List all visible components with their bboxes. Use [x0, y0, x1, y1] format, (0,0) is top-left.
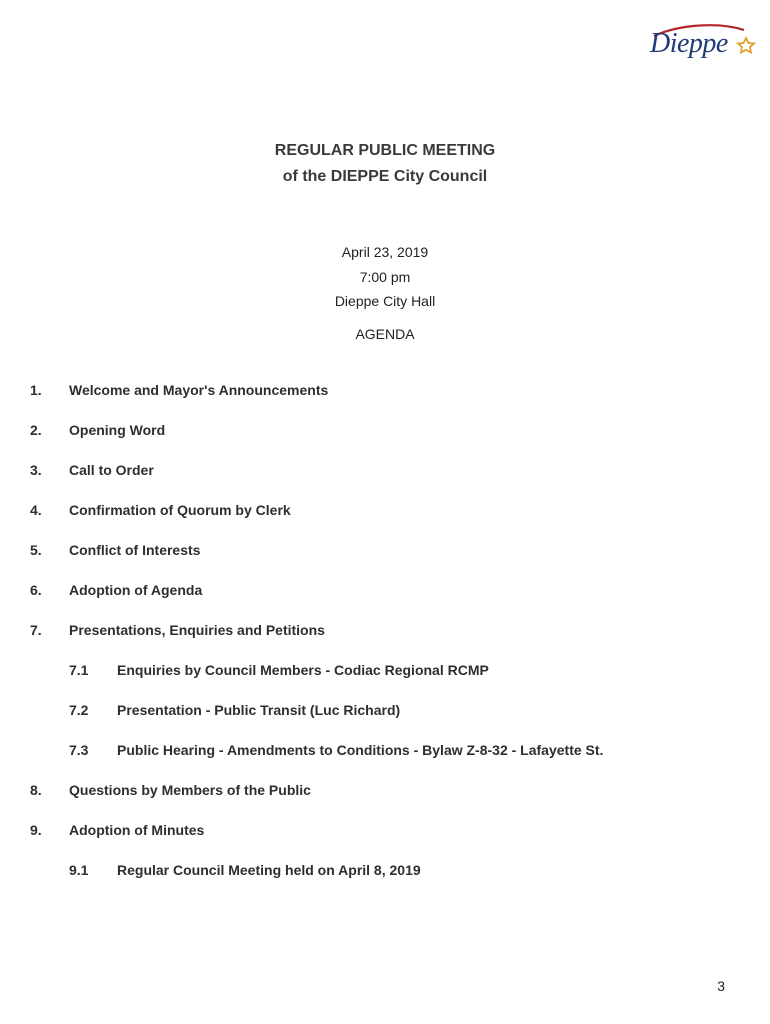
title-line-2: of the DIEPPE City Council [282, 168, 488, 185]
page-number: 3 [717, 978, 725, 994]
agenda-item-number: 5. [30, 542, 42, 558]
meeting-date: April 23, 2019 [341, 244, 429, 260]
agenda-item-number: 4. [30, 502, 42, 518]
agenda-subitem [0, 738, 770, 778]
agenda-item [0, 418, 770, 458]
agenda-item-text: Conflict of Interests [69, 542, 201, 558]
agenda-item-number: 7. [30, 622, 42, 638]
agenda-subitem [0, 658, 770, 698]
agenda-item-number: 8. [30, 782, 42, 798]
agenda-item-number: 9. [30, 822, 42, 838]
agenda-list [0, 378, 770, 898]
agenda-item-text: Presentations, Enquiries and Petitions [69, 622, 325, 638]
agenda-item [0, 378, 770, 418]
agenda-item [0, 538, 770, 578]
agenda-item [0, 818, 770, 858]
meeting-location: Dieppe City Hall [334, 293, 436, 309]
star-icon [738, 38, 754, 53]
agenda-item [0, 618, 770, 658]
agenda-item-text: Presentation - Public Transit (Luc Richard) [117, 702, 401, 718]
agenda-item [0, 778, 770, 818]
agenda-item-number: 2. [30, 422, 42, 438]
meeting-time: 7:00 pm [359, 268, 411, 285]
agenda-item-number: 1. [30, 382, 42, 398]
title-line-1: REGULAR PUBLIC MEETING [274, 142, 496, 159]
agenda-subitem [0, 698, 770, 738]
agenda-item-text: Enquiries by Council Members - Codiac Regional RCMP [117, 662, 489, 678]
agenda-item-text: Regular Council Meeting held on April 8, 2019 [117, 862, 421, 878]
logo-text: Dieppe [650, 28, 728, 59]
agenda-item-text: Welcome and Mayor's Announcements [69, 382, 329, 398]
agenda-item-text: Questions by Members of the Public [69, 782, 311, 798]
agenda-item-number: 7.3 [69, 742, 89, 758]
meeting-title [0, 138, 770, 190]
agenda-item-number: 7.1 [69, 662, 89, 678]
agenda-item-text: Opening Word [69, 422, 166, 438]
dieppe-logo [640, 22, 758, 74]
agenda-item-text: Call to Order [69, 462, 154, 478]
meeting-info [0, 240, 770, 314]
agenda-item-number: 3. [30, 462, 42, 478]
agenda-item-number: 7.2 [69, 702, 89, 718]
agenda-item-text: Public Hearing - Amendments to Conditions - Bylaw Z-8-32 - Lafayette St. [117, 742, 604, 758]
agenda-item [0, 458, 770, 498]
agenda-heading: AGENDA [355, 326, 415, 342]
agenda-item-text: Adoption of Agenda [69, 582, 203, 598]
agenda-item [0, 578, 770, 618]
agenda-item-text: Adoption of Minutes [69, 822, 205, 838]
agenda-subitem [0, 858, 770, 898]
agenda-item [0, 498, 770, 538]
agenda-item-number: 9.1 [69, 862, 89, 878]
agenda-item-number: 6. [30, 582, 42, 598]
agenda-item-text: Confirmation of Quorum by Clerk [69, 502, 291, 518]
